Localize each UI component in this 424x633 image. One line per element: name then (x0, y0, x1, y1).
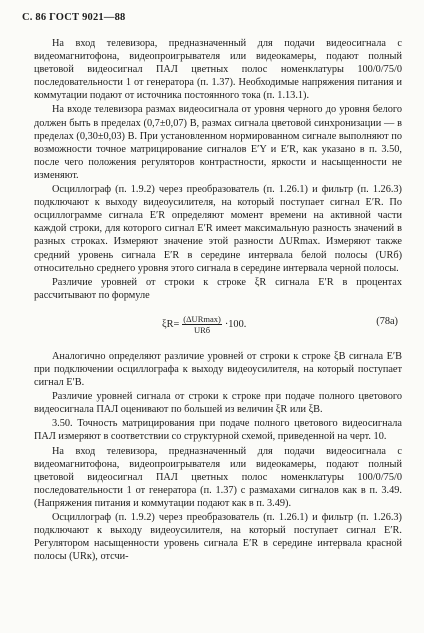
formula-numerator: (ΔURmax) (183, 313, 221, 324)
formula-rhs: ·100. (224, 318, 247, 330)
paragraph: На вход телевизора, предназначенный для подачи видеосигнала с видеомагнитофона, видеопроигрывателя или видеокамеры, подают полный цветовой видеосигнал ПАЛ цветных полос номенклатуры 100/0/75/0 последовательности 1 от генератора (п. 1.37). Необходимые напряжения питания и коммутации подают от источника постоянного тока (п. 1.13.1). (34, 38, 402, 102)
paragraph: Различие уровней сигнала от строки к строке при подаче полного цветового видеосигнала ПАЛ оценивают по большей из величин ξR или ξB. (34, 391, 402, 416)
paragraph: Осциллограф (п. 1.9.2) через преобразователь (п. 1.26.1) и фильтр (п. 1.26.3) подключают к выходу видеоусилителя, на который поступает сигнал E′R. По осциллограмме сигнала E′R определяют момент времени на активной части каждой строки, для которого сигнал E′R имеет максимальную разность значений в разных строках. Измеряют значение этой разности ΔURmax. Измеряют также средний уровень сигнала E′R в середине интервала белой полосы (URб) относительно среднего уровня этого сигнала в середине интервала черной полосы. (34, 184, 402, 274)
formula-lhs: ξR= (162, 318, 180, 330)
paragraph: Аналогично определяют различие уровней от строки к строке ξB сигнала E′B при подключении осциллографа к выходу видеоусилителя, на который поступает сигнал E′B. (34, 350, 402, 389)
paragraph: Различие уровней от строки к строке ξR сигнала E′R в процентах рассчитывают по формуле (34, 276, 402, 301)
paragraph: На вход телевизора, предназначенный для подачи видеосигнала с видеомагнитофона, видеопроигрывателя или видеокамеры, подают полный цветовой видеосигнал ПАЛ цветных полос номенклатуры 100/0/75/0 последовательности 1 от генератора (п. 1.37) с размахами сигналов как в п. 3.49. (Напряжения питания и коммутации подают как в п. 3.49). (34, 445, 402, 509)
paragraph: Осциллограф (п. 1.9.2) через преобразователь (п. 1.26.1) и фильтр (п. 1.26.3) подключают к выходу видеоусилителя, на который поступает сигнал E′R. Регулятором насыщенности уровень сигнала E′R в середине интервала красной полосы (URк), отсчи- (34, 512, 402, 563)
formula-fraction (182, 314, 222, 335)
formula-denominator: URб (193, 324, 211, 335)
formula-expression (162, 314, 246, 335)
paragraph: 3.50. Точность матрицирования при подаче полного цветового видеосигнала ПАЛ измеряют в соответствии со структурной схемой, приведенной на черт. 10. (34, 418, 402, 443)
paragraph: На входе телевизора размах видеосигнала от уровня черного до уровня белого должен быть в пределах (0,7±0,07) В, размах сигнала цветовой синхронизации — в пределах (0,30±0,03) В. При установленном нормированном сигнале выполняют по возможности точное матрицирование сигналов E′Y и E′R, как указано в п. 3.50, после чего положения регуляторов контрастности, яркости и насыщенности не изменяют. (34, 104, 402, 181)
document-body (34, 37, 402, 564)
formula-number: (78а) (376, 315, 398, 327)
formula-block (34, 304, 402, 346)
page-header: С. 86 ГОСТ 9021—88 (22, 12, 126, 23)
